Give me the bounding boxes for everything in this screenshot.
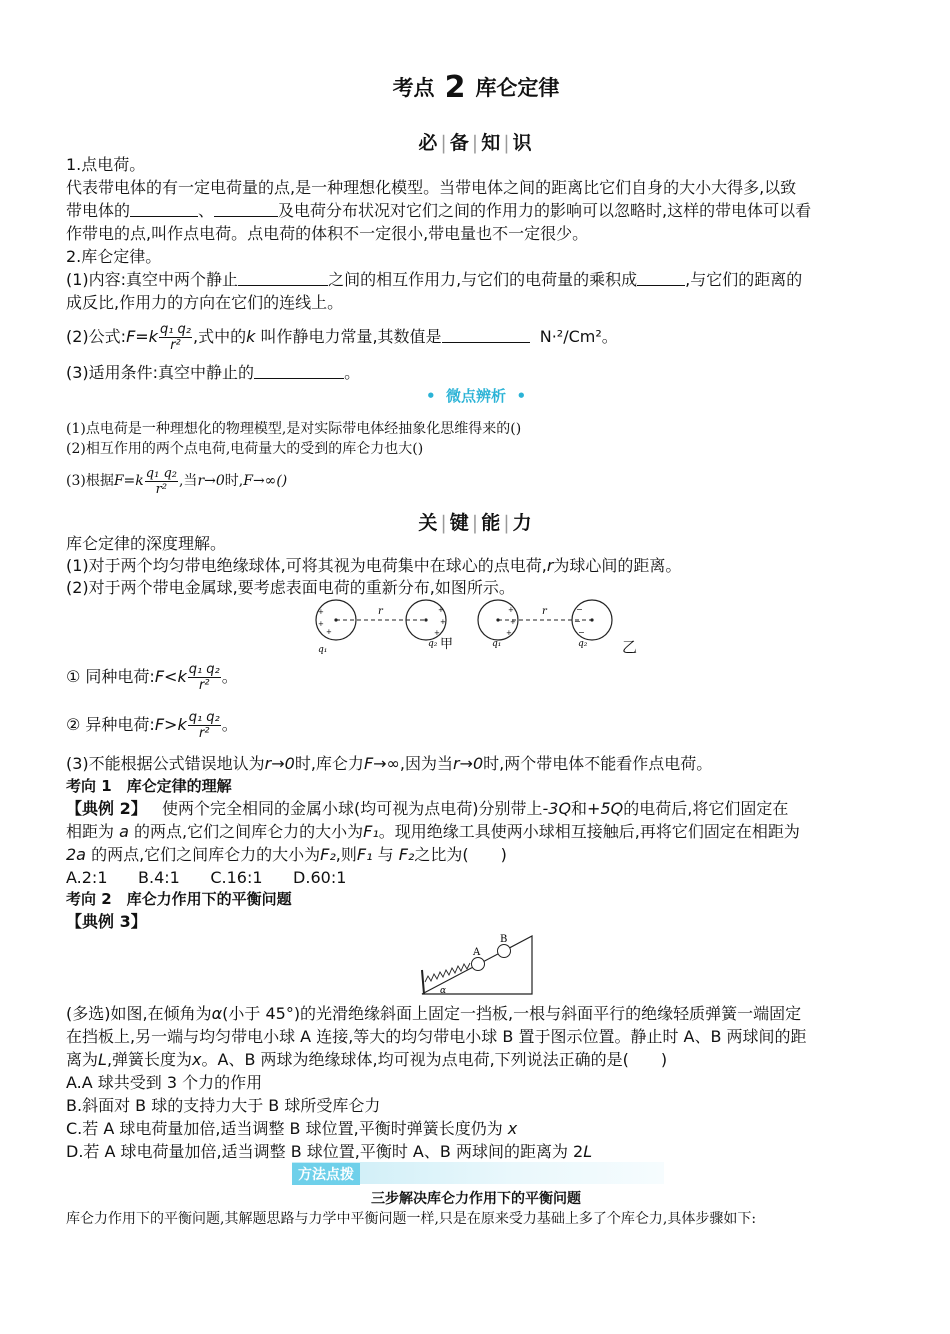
ability-line-1: [66, 555, 681, 577]
text-span: N·²/Cm²。: [539, 327, 618, 346]
formula-text: F→∞(): [243, 473, 288, 489]
option-d[interactable]: [66, 1141, 592, 1163]
option-d[interactable]: D.60:1: [293, 868, 347, 887]
formula-text: F₂: [398, 845, 415, 864]
option-b[interactable]: B.4:1: [138, 868, 180, 887]
fill-blank[interactable]: [254, 364, 344, 379]
section-char: 能: [481, 512, 503, 534]
text-span: 之比为( ): [414, 845, 507, 864]
option-c[interactable]: C.16:1: [210, 868, 263, 887]
dot-mark: •: [425, 387, 436, 405]
figure-label-yi: 乙: [622, 638, 638, 656]
distance-label: r: [378, 606, 383, 617]
fraction-numerator: q₁ q₂: [188, 662, 220, 677]
dot-mark: •: [516, 387, 527, 405]
text-span: (3)不能根据公式错误地认为: [66, 754, 265, 773]
text-span: 的两点,它们之间库仑力的大小为: [91, 845, 321, 864]
section-char: 力: [512, 512, 534, 534]
method-text: 库仑力作用下的平衡问题,其解题思路与力学中平衡问题一样,只是在原来受力基础上多了个库仑力,具体步骤如下:: [66, 1211, 757, 1227]
charge-mark: −: [574, 617, 581, 626]
fill-blank[interactable]: [238, 271, 328, 286]
text-span: 时,两个带电体不能看作点电荷。: [483, 754, 713, 773]
section-char: 关: [418, 512, 440, 534]
text-span: 带电体的: [66, 201, 131, 220]
section-heading-guanjian: 关|键|能|力: [418, 512, 534, 534]
charge-mark: +: [318, 608, 324, 616]
text-span: D.若 A 球电荷量加倍,适当调整 B 球位置,平衡时 A、B 两球间的距离为 2: [66, 1142, 584, 1161]
text-span: ② 异种电荷:: [66, 715, 155, 734]
text-span: 离为: [66, 1050, 99, 1069]
title-prefix: 考点: [392, 76, 435, 100]
point-charge-line-1: 代表带电体的有一定电荷量的点,是一种理想化模型。当带电体之间的距离比它们自身的大小大得多,以致: [66, 178, 797, 197]
formula-text: r: [546, 556, 554, 575]
fill-blank[interactable]: [214, 202, 278, 217]
charge-mark: −: [576, 605, 583, 614]
text-span: 时,库仑力: [294, 754, 364, 773]
figure-yi: [478, 600, 612, 649]
example-3-line-3: [66, 1049, 667, 1071]
judge-item-2: (2)相互作用的两个点电荷,电荷量大的受到的库仑力也大(): [66, 441, 424, 457]
title-number: 2: [444, 70, 466, 105]
formula-text: r→0: [264, 754, 295, 773]
formula-fraction: [159, 323, 192, 352]
text-span: ,弹簧长度为: [106, 1050, 193, 1069]
metal-spheres-figure: [312, 598, 642, 656]
formula-text: F→∞: [363, 754, 400, 773]
example-label: 【典例 2】: [66, 799, 147, 818]
text-span: C.若 A 球电荷量加倍,适当调整 B 球位置,平衡时弹簧长度仍为: [66, 1119, 503, 1138]
angle-label: α: [440, 986, 447, 996]
charge-mark: +: [326, 628, 332, 636]
example-2-options: [66, 867, 346, 889]
formula-text: F<k: [154, 667, 187, 686]
charge-mark: +: [510, 618, 516, 626]
point-charge-line-2: [66, 200, 811, 222]
title-name: 库仑定律: [475, 76, 560, 100]
example-2-line-3: [66, 844, 507, 866]
formula-text: F=k: [113, 473, 144, 489]
charge-label: q₁: [492, 639, 502, 649]
figure-label-jia: 甲: [440, 637, 454, 652]
text-span: ,因为当: [399, 754, 453, 773]
ball-b-label: B: [500, 934, 508, 945]
formula-text: F=k: [126, 327, 158, 346]
text-span: 的两点,它们之间库仑力的大小为: [134, 822, 364, 841]
option-a[interactable]: A.A 球共受到 3 个力的作用: [66, 1073, 263, 1092]
example-3-line-1: [66, 1003, 801, 1025]
section-heading-bibei: 必|备|知|识: [418, 132, 534, 154]
charge-mark: +: [434, 629, 440, 637]
applicable-condition-line: [66, 362, 360, 384]
fill-blank[interactable]: [442, 328, 530, 343]
text-span: (多选)如图,在倾角为: [66, 1004, 212, 1023]
method-banner: [292, 1162, 664, 1184]
fill-blank[interactable]: [130, 202, 198, 217]
formula-text: F₁: [356, 845, 373, 864]
text-span: (2)公式:: [66, 327, 127, 346]
text-span: 和: [571, 799, 588, 818]
figure-jia: [316, 600, 453, 655]
section-char: 知: [481, 132, 503, 154]
fraction-numerator: q₁ q₂: [188, 710, 220, 725]
formula-text: α: [211, 1004, 223, 1023]
formula-text: r→0: [197, 473, 225, 489]
example-3-label: 【典例 3】: [66, 912, 147, 931]
text-span: 使两个完全相同的金属小球(均可视为点电荷)分别带上: [161, 799, 543, 818]
page-title: [66, 70, 886, 105]
text-span: 、: [198, 201, 215, 220]
text-span: 。: [221, 715, 238, 734]
formula-text: +5Q: [587, 799, 624, 818]
charge-mark: +: [508, 606, 514, 614]
text-span: 为球心间的距离。: [553, 556, 682, 575]
formula-fraction: [145, 467, 178, 496]
text-span: (小于 45°)的光滑绝缘斜面上固定一挡板,一根与斜面平行的绝缘轻质弹簧一端固定: [222, 1004, 802, 1023]
coulomb-formula-line: [66, 315, 618, 359]
text-span: 之间的相互作用力,与它们的电荷量的乘积成: [328, 270, 638, 289]
text-span: ,当: [178, 473, 198, 489]
text-span: 及电荷分布状况对它们之间的作用力的影响可以忽略时,这样的带电体可以看: [278, 201, 812, 220]
section-char: 识: [512, 132, 534, 154]
option-c[interactable]: [66, 1118, 517, 1140]
charge-label: q₁: [318, 645, 328, 655]
option-a[interactable]: A.2:1: [66, 868, 108, 887]
point-charge-line-3: 作带电的点,叫作点电荷。点电荷的体积不一定很小,带电量也不一定很少。: [66, 224, 589, 243]
distance-label: r: [542, 606, 547, 617]
formula-text: x: [507, 1119, 518, 1138]
ball-a-label: A: [473, 947, 481, 958]
text-span: 。: [221, 667, 238, 686]
formula-text: r→0: [452, 754, 484, 773]
kaoxiang-2-heading: 考向 2 库仑力作用下的平衡问题: [66, 890, 292, 908]
fraction-denominator: r²: [198, 726, 210, 741]
ball-b: [498, 945, 511, 958]
section-char: 必: [418, 132, 440, 154]
charge-mark: +: [318, 620, 324, 628]
formula-text: x: [192, 1050, 202, 1069]
text-span: 。A、B 两球为绝缘球体,均可视为点电荷,下列说法正确的是( ): [201, 1050, 668, 1069]
formula-text: -3Q: [542, 799, 572, 818]
text-span: ① 同种电荷:: [66, 667, 155, 686]
same-charge-line: [66, 656, 238, 698]
section-char: 键: [449, 512, 471, 534]
formula-text: 2a: [66, 845, 86, 864]
coulomb-law-heading: 2.库仑定律。: [66, 247, 162, 266]
text-span: (3)适用条件:真空中静止的: [66, 363, 255, 382]
charge-label: q₂: [578, 639, 588, 649]
formula-text: F₁: [363, 822, 379, 841]
baffle-plate: [422, 970, 424, 994]
text-span: 。: [344, 363, 361, 382]
charge-label: q₂: [428, 639, 438, 649]
section-char: 备: [449, 132, 471, 154]
judge-item-3: [66, 460, 287, 502]
method-subtitle: 三步解决库仑力作用下的平衡问题: [371, 1191, 581, 1207]
text-span: ,与它们的距离的: [685, 270, 803, 289]
text-span: 。现用绝缘工具使两小球相互接触后,再将它们固定在相距为: [378, 822, 800, 841]
formula-fraction: [188, 663, 221, 692]
text-span: (3)根据: [66, 473, 114, 489]
charge-mark: +: [438, 606, 444, 614]
formula-text: k: [246, 327, 256, 346]
fraction-numerator: q₁ q₂: [159, 322, 191, 337]
example-2-line-1: [66, 798, 788, 820]
formula-text: L: [98, 1050, 107, 1069]
method-label: 方法点拨: [292, 1163, 360, 1185]
incline-figure: [418, 930, 538, 996]
example-2-line-2: [66, 821, 800, 843]
formula-text: L: [583, 1142, 593, 1161]
fraction-numerator: q₁ q₂: [145, 465, 177, 481]
fraction-denominator: r²: [170, 338, 181, 353]
formula-text: a: [119, 822, 129, 841]
coulomb-law-content-line: [66, 269, 802, 291]
fill-blank[interactable]: [637, 271, 685, 286]
tag-text: 微点辨析: [445, 387, 506, 405]
text-span: ,则: [335, 845, 357, 864]
text-span: 时,: [224, 473, 244, 489]
formula-text: F₂: [320, 845, 336, 864]
fraction-denominator: r²: [155, 481, 168, 497]
example-3-line-2: 在挡板上,另一端与均匀带电小球 A 连接,等大的均匀带电小球 B 置于图示位置。静止时 A、B 两球间的距: [66, 1027, 807, 1046]
text-span: (1)对于两个均匀带电绝缘球体,可将其视为电荷集中在球心的点电荷,: [66, 556, 547, 575]
coulomb-law-content-line-2: 成反比,作用力的方向在它们的连线上。: [66, 293, 344, 312]
text-span: 叫作静电力常量,其数值是: [260, 327, 442, 346]
text-span: (1)内容:真空中两个静止: [66, 270, 239, 289]
point-charge-heading: 1.点电荷。: [66, 155, 146, 174]
formula-fraction: [188, 711, 221, 740]
formula-text: F>k: [154, 715, 187, 734]
option-b[interactable]: B.斜面对 B 球的支持力大于 B 球所受库仑力: [66, 1096, 381, 1115]
fraction-denominator: r²: [198, 678, 210, 693]
text-span: 与: [377, 845, 394, 864]
weidian-bianxi-tag: [66, 385, 886, 406]
opposite-charge-line: [66, 704, 238, 746]
text-span: 相距为: [66, 822, 115, 841]
ability-line-2: (2)对于两个带电金属球,要考虑表面电荷的重新分布,如图所示。: [66, 578, 515, 597]
kaoxiang-1-heading: 考向 1 库仑定律的理解: [66, 777, 232, 795]
ability-line-3: [66, 753, 712, 775]
charge-mark: +: [440, 618, 446, 626]
text-span: ,式中的: [193, 327, 247, 346]
text-span: 的电荷后,将它们固定在: [623, 799, 789, 818]
judge-item-1: (1)点电荷是一种理想化的物理模型,是对实际带电体经抽象化思维得来的(): [66, 421, 522, 437]
charge-mark: +: [506, 629, 512, 637]
ball-a: [472, 958, 485, 971]
ability-intro: 库仑定律的深度理解。: [66, 534, 227, 553]
charge-mark: −: [578, 628, 585, 637]
